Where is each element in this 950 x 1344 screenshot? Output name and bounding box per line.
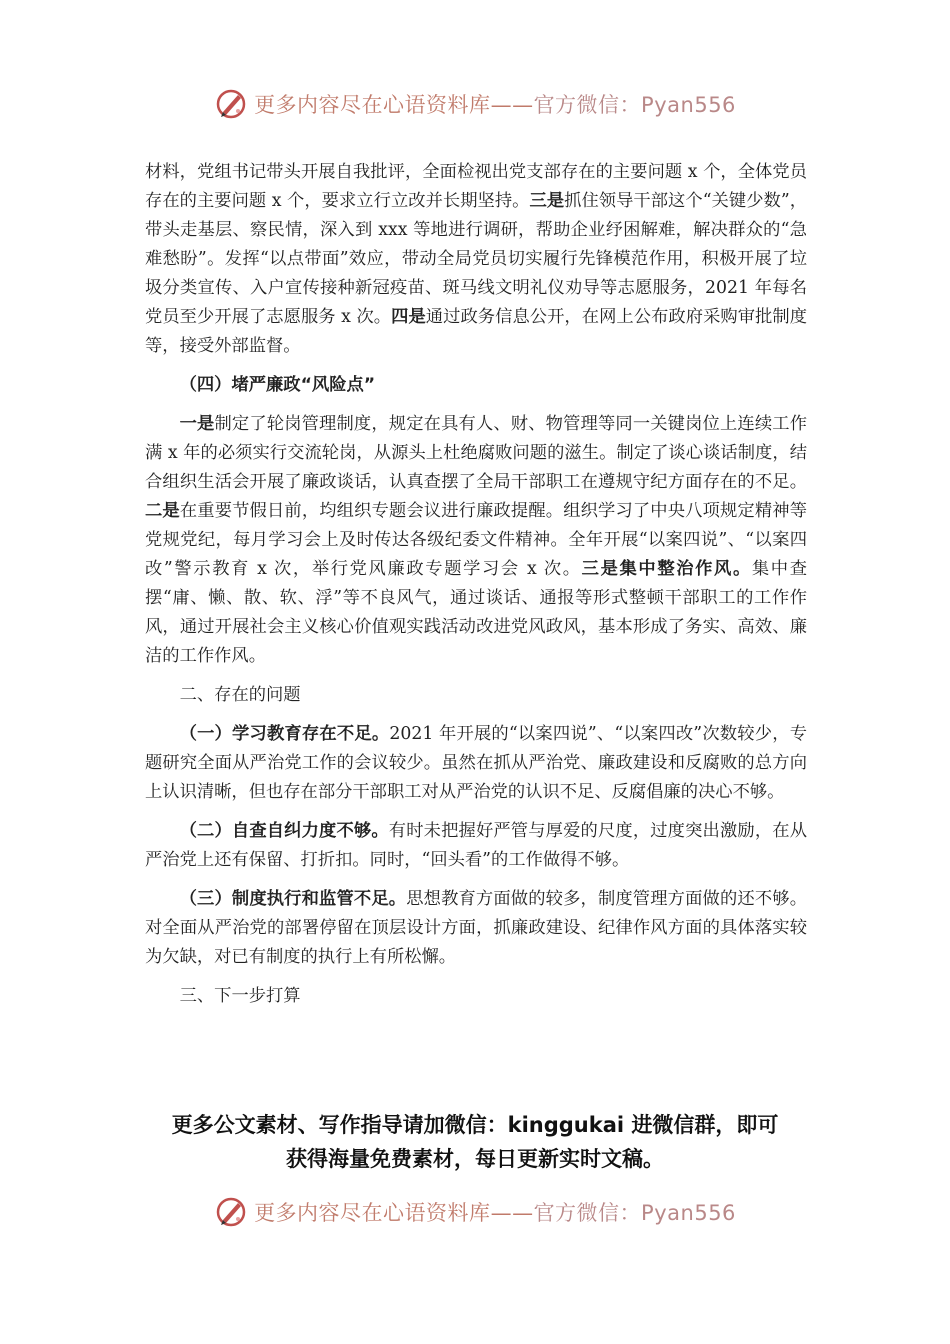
- section-3-heading: 三、下一步打算: [179, 986, 301, 1006]
- pen-logo-icon: [214, 1195, 248, 1229]
- banner-text: 更多内容尽在心语资料库——官方微信：Pyan556: [254, 93, 736, 117]
- header-banner: [0, 84, 950, 124]
- paragraph-1: 材料，党组书记带头开展自我批评，全面检视出党支部存在的主要问题 x 个，全体党员存在的主要问题 x 个，要求立行立改并长期坚持。三是抓住领导干部这个“关键少数”，带头走基层、察民情，深入到 xxx 等地进行调研，帮助企业纾困解难，解决群众的“急难愁盼”。发挥“以点带面”效应，带动全局党员切实履行先锋模范作用，积极开展了垃圾分类宣传、入户宣传接种新冠疫苗、斑马线文明礼仪劝导等志愿服务，2021 年每名党员至少开展了志愿服务 x 次。四是通过政务信息公开，在网上公布政府采购审批制度等，接受外部监督。: [145, 162, 807, 356]
- footer-banner: [0, 1192, 950, 1232]
- promo-line-1: 更多公文素材、写作指导请加微信：kinggukai 进微信群，即可: [171, 1113, 779, 1137]
- problem-3: （三）制度执行和监管不足。思想教育方面做的较多，制度管理方面做的还不够。对全面从严治党的部署停留在顶层设计方面，抓廉政建设、纪律作风方面的具体落实较为欠缺，对已有制度的执行上有所松懈。: [145, 889, 807, 967]
- promo-text: [0, 1108, 950, 1176]
- paragraph-2: 一是制定了轮岗管理制度，规定在具有人、财、物管理等同一关键岗位上连续工作满 x 年的必须实行交流轮岗，从源头上杜绝腐败问题的滋生。制定了谈心谈话制度，结合组织生活会开展了廉政谈话，认真查摆了全局干部职工在遵规守纪方面存在的不足。二是在重要节假日前，均组织专题会议进行廉政提醒。组织学习了中央八项规定精神等党规党纪，每月学习会上及时传达各级纪委文件精神。全年开展“以案四说”、“以案四改”警示教育 x 次，举行党风廉政专题学习会 x 次。三是集中整治作风。集中查摆“庸、懒、散、软、浮”等不良风气，通过谈话、通报等形式整顿干部职工的工作作风，通过开展社会主义核心价值观实践活动改进党风政风，基本形成了务实、高效、廉洁的工作作风。: [145, 414, 807, 666]
- pen-logo-icon: [214, 87, 248, 121]
- problem-1: （一）学习教育存在不足。2021 年开展的“以案四说”、“以案四改”次数较少，专题研究全面从严治党工作的会议较少。虽然在抓从严治党、廉政建设和反腐败的总方向上认识清晰，但也存在部分干部职工对从严治党的认识不足、反腐倡廉的决心不够。: [145, 724, 807, 802]
- banner-text: 更多内容尽在心语资料库——官方微信：Pyan556: [254, 1201, 736, 1225]
- problem-2: （二）自查自纠力度不够。有时未把握好严管与厚爱的尺度，过度突出激励，在从严治党上还有保留、打折扣。同时，“回头看”的工作做得不够。: [145, 821, 807, 870]
- subheading-4: （四）堵严廉政“风险点”: [179, 375, 376, 395]
- section-2-heading: 二、存在的问题: [179, 685, 301, 705]
- promo-line-2: 获得海量免费素材，每日更新实时文稿。: [286, 1147, 664, 1171]
- document-body: [145, 158, 807, 1011]
